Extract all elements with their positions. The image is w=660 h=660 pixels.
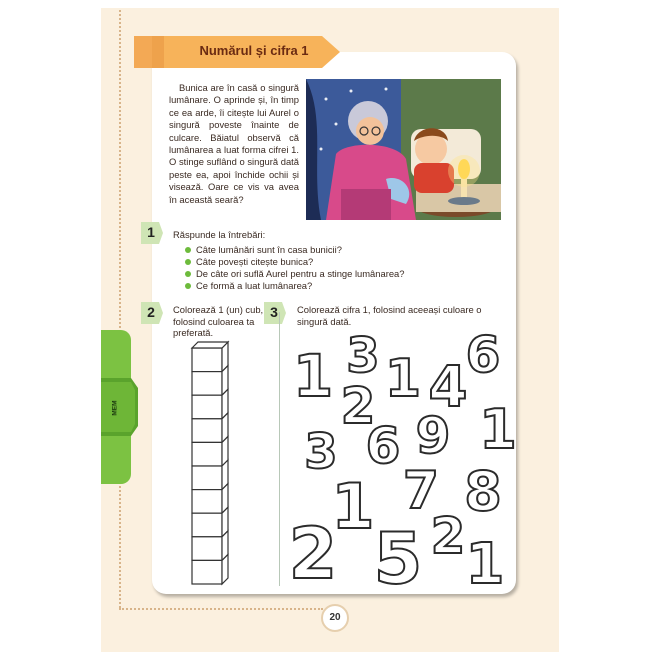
- story-text: Bunica are în casă o singură lumânare. O aprinde și, în timp ce ea arde, îi citește lui Aurel o singură poveste înainte de culcare. Băiatul observă că lumânarea a luat forma cifrei 1. O stinge suflând o singură dată peste ea, apoi închide ochii și visează. Oare ce vis va avea în această seară?: [169, 82, 299, 205]
- cube-stack: [190, 340, 234, 588]
- digit-outline[interactable]: 6: [365, 417, 401, 475]
- digit-outline[interactable]: 6: [465, 326, 501, 384]
- exercise-3-instructions: Colorează cifra 1, folosind aceeași culoare o singură dată.: [297, 304, 482, 327]
- question-list: [185, 244, 404, 292]
- column-divider: [279, 312, 280, 586]
- digit-outline[interactable]: 7: [402, 461, 440, 521]
- cube: [192, 513, 222, 537]
- cube: [192, 490, 222, 514]
- page-title: Numărul și cifra 1: [199, 43, 309, 58]
- page-number: 20: [321, 604, 349, 632]
- list-item: Câte lumânări sunt în casa bunicii?: [185, 244, 404, 256]
- digit-outlines: [288, 326, 517, 600]
- dotted-border-vertical: [119, 10, 121, 608]
- cube: [192, 419, 222, 443]
- exercise-1-heading: Răspunde la întrebări:: [173, 229, 266, 240]
- cube: [192, 372, 222, 396]
- digit-outline[interactable]: 3: [346, 328, 380, 384]
- exercise-2-badge: [141, 302, 163, 324]
- digit-outline[interactable]: 1: [292, 342, 334, 410]
- digit-outline[interactable]: 1: [384, 349, 422, 409]
- exercise-2-instructions: Colorează 1 (un) cub, folosind culoarea ta preferată.: [173, 304, 264, 339]
- exercise-2-number: 2: [147, 304, 155, 320]
- story-illustration: [306, 79, 501, 220]
- digit-outline[interactable]: 2: [340, 377, 376, 435]
- digit-outline[interactable]: 1: [479, 398, 517, 461]
- svg-text:MEM: MEM: [111, 400, 119, 416]
- list-item: Ce formă a luat lumânarea?: [185, 280, 404, 292]
- digit-outline[interactable]: 1: [331, 470, 375, 543]
- cube: [192, 442, 222, 466]
- digit-outline[interactable]: 2: [430, 507, 466, 565]
- cube-side: [222, 554, 228, 584]
- dotted-border-horizontal: [119, 608, 323, 610]
- digit-outline[interactable]: 3: [304, 424, 338, 480]
- cube-top: [192, 342, 228, 348]
- side-tab-label: [101, 399, 127, 417]
- exercise-3-badge: [264, 302, 286, 324]
- digit-outline[interactable]: 2: [288, 513, 338, 595]
- digit-outline[interactable]: 1: [465, 532, 505, 597]
- list-item: Câte povești citește bunica?: [185, 256, 404, 268]
- cube: [192, 466, 222, 490]
- cube: [192, 537, 222, 561]
- digit-outline[interactable]: 4: [428, 355, 468, 420]
- digit-outline[interactable]: 5: [373, 518, 423, 600]
- list-item: De câte ori suflă Aurel pentru a stinge lumânarea?: [185, 268, 404, 280]
- digit-outline[interactable]: 9: [415, 407, 451, 465]
- cube: [192, 395, 222, 419]
- exercise-1-badge: [141, 222, 163, 244]
- cube: [192, 348, 222, 372]
- exercise-1-number: 1: [147, 224, 155, 240]
- digit-outline[interactable]: 8: [464, 460, 502, 523]
- exercise-3-number: 3: [270, 304, 278, 320]
- cube: [192, 560, 222, 584]
- title-banner: [134, 36, 340, 68]
